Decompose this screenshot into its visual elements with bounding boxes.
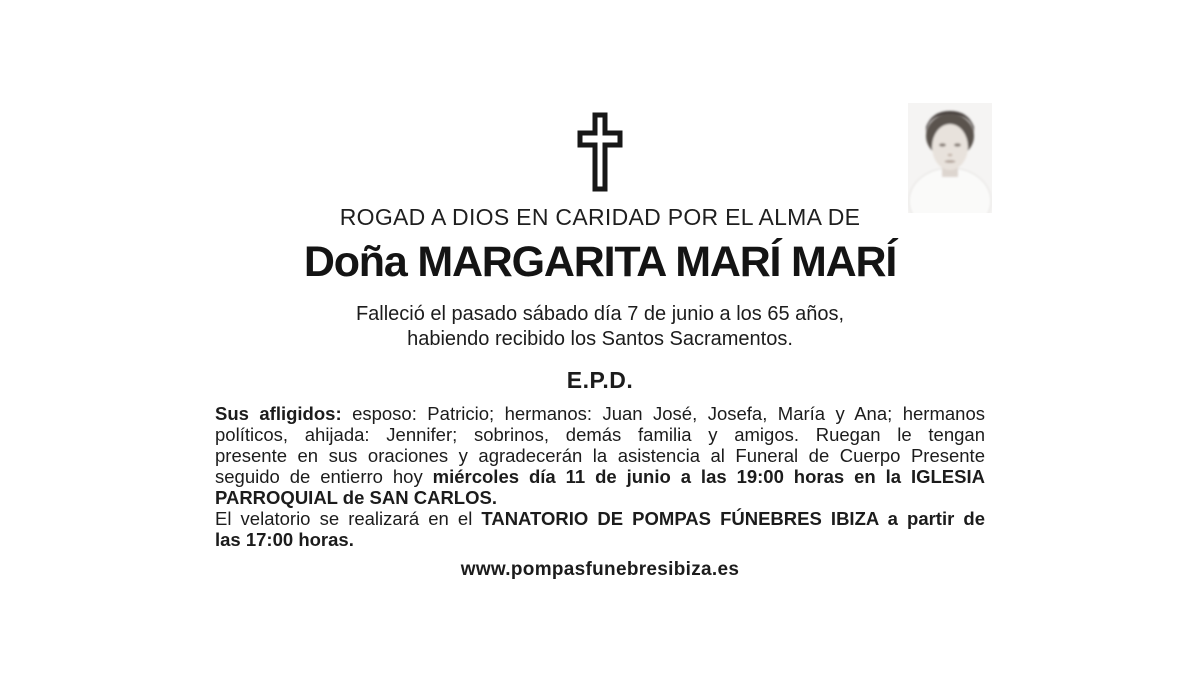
- family-line-5-bold: PARROQUIAL de SAN CARLOS.: [215, 487, 497, 508]
- family-line-1-text: esposo: Patricio; hermanos: Juan José, Josefa, María y Ana; hermanos: [341, 403, 985, 424]
- cross-icon-container: [215, 112, 985, 192]
- portrait-photo: [908, 103, 992, 213]
- family-line-1: [215, 403, 985, 424]
- epd-abbreviation: E.P.D.: [566, 367, 634, 393]
- family-line-1-bold: Sus afligidos:: [215, 403, 342, 424]
- family-line-2-text: políticos, ahijada: Jennifer; sobrinos, demás familia y amigos. Ruegan le tengan: [215, 424, 985, 445]
- deceased-name: Doña MARGARITA MARÍ MARÍ: [303, 238, 897, 286]
- family-line-5: [215, 487, 985, 508]
- obituary-content: [215, 0, 985, 581]
- family-line-3: [215, 445, 985, 466]
- family-line-4-text: seguido de entierro hoy: [215, 466, 433, 487]
- latin-cross-icon: [577, 112, 623, 192]
- death-info-line-2: habiendo recibido los Santos Sacramentos.: [407, 328, 793, 350]
- family-line-6-text: El velatorio se realizará en el: [215, 508, 482, 529]
- death-info: [215, 302, 985, 352]
- family-line-7-bold: las 17:00 horas.: [215, 529, 354, 550]
- family-line-6: [215, 508, 985, 529]
- family-line-4-bold: miércoles día 11 de junio a las 19:00 horas en la IGLESIA: [432, 466, 985, 487]
- death-info-line-1: Falleció el pasado sábado día 7 de junio a los 65 años,: [355, 303, 845, 325]
- portrait-photo-image: [908, 103, 992, 213]
- family-line-7: [215, 529, 985, 550]
- funeral-home-website: www.pompasfunebresibiza.es: [460, 559, 740, 580]
- family-line-3-text: presente en sus oraciones y agradecerán la asistencia al Funeral de Cuerpo Presente: [215, 445, 985, 466]
- family-line-2: [215, 424, 985, 445]
- family-line-6-bold: TANATORIO DE POMPAS FÚNEBRES IBIZA a partir de: [481, 508, 985, 529]
- prayer-line: ROGAD A DIOS EN CARIDAD POR EL ALMA DE: [339, 204, 861, 230]
- family-notice-paragraph: [215, 403, 985, 550]
- family-line-4: [215, 466, 985, 487]
